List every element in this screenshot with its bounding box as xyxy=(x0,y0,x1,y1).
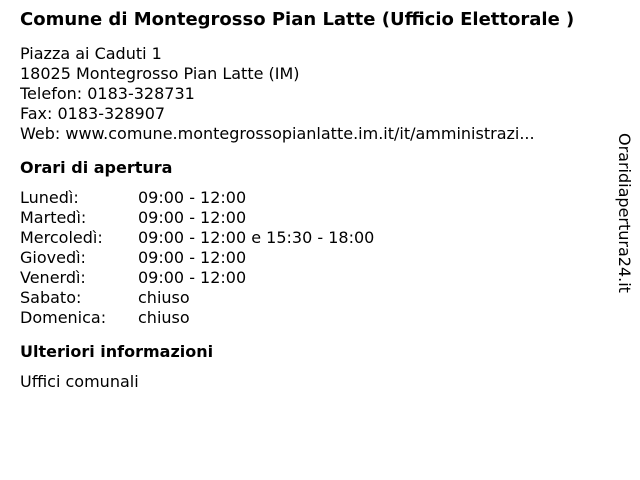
day-hours: chiuso xyxy=(138,308,190,327)
hours-row-thursday xyxy=(20,248,608,268)
day-label: Venerdì: xyxy=(20,268,86,287)
website-link[interactable]: Web: www.comune.montegrossopianlatte.im.it/it/amministrazi... xyxy=(20,124,535,143)
day-hours: 09:00 - 12:00 e 15:30 - 18:00 xyxy=(138,228,375,247)
street-address: Piazza ai Caduti 1 xyxy=(20,44,162,63)
opening-hours-table xyxy=(20,188,608,328)
day-label: Giovedì: xyxy=(20,248,86,267)
hours-row-wednesday xyxy=(20,228,608,248)
hours-row-sunday xyxy=(20,308,608,328)
day-label: Mercoledì: xyxy=(20,228,103,247)
page-title: Comune di Montegrosso Pian Latte (Ufficio Elettorale ) xyxy=(20,9,575,30)
day-hours: chiuso xyxy=(138,288,190,307)
day-hours: 09:00 - 12:00 xyxy=(138,248,247,267)
office-listing xyxy=(20,10,608,392)
opening-hours-heading: Orari di apertura xyxy=(20,158,173,177)
city-address: 18025 Montegrosso Pian Latte (IM) xyxy=(20,64,300,83)
additional-info-heading: Ulteriori informazioni xyxy=(20,342,214,361)
day-hours: 09:00 - 12:00 xyxy=(138,188,247,207)
day-hours: 09:00 - 12:00 xyxy=(138,268,247,287)
hours-row-saturday xyxy=(20,288,608,308)
day-label: Sabato: xyxy=(20,288,82,307)
site-watermark: Oraridiapertura24.it xyxy=(615,133,634,293)
hours-row-monday xyxy=(20,188,608,208)
hours-row-tuesday xyxy=(20,208,608,228)
hours-row-friday xyxy=(20,268,608,288)
day-hours: 09:00 - 12:00 xyxy=(138,208,247,227)
day-label: Martedì: xyxy=(20,208,87,227)
day-label: Domenica: xyxy=(20,308,107,327)
additional-info-text: Uffici comunali xyxy=(20,372,139,391)
address-block xyxy=(20,44,608,144)
phone-number: Telefon: 0183-328731 xyxy=(20,84,195,103)
fax-number: Fax: 0183-328907 xyxy=(20,104,166,123)
day-label: Lunedì: xyxy=(20,188,79,207)
